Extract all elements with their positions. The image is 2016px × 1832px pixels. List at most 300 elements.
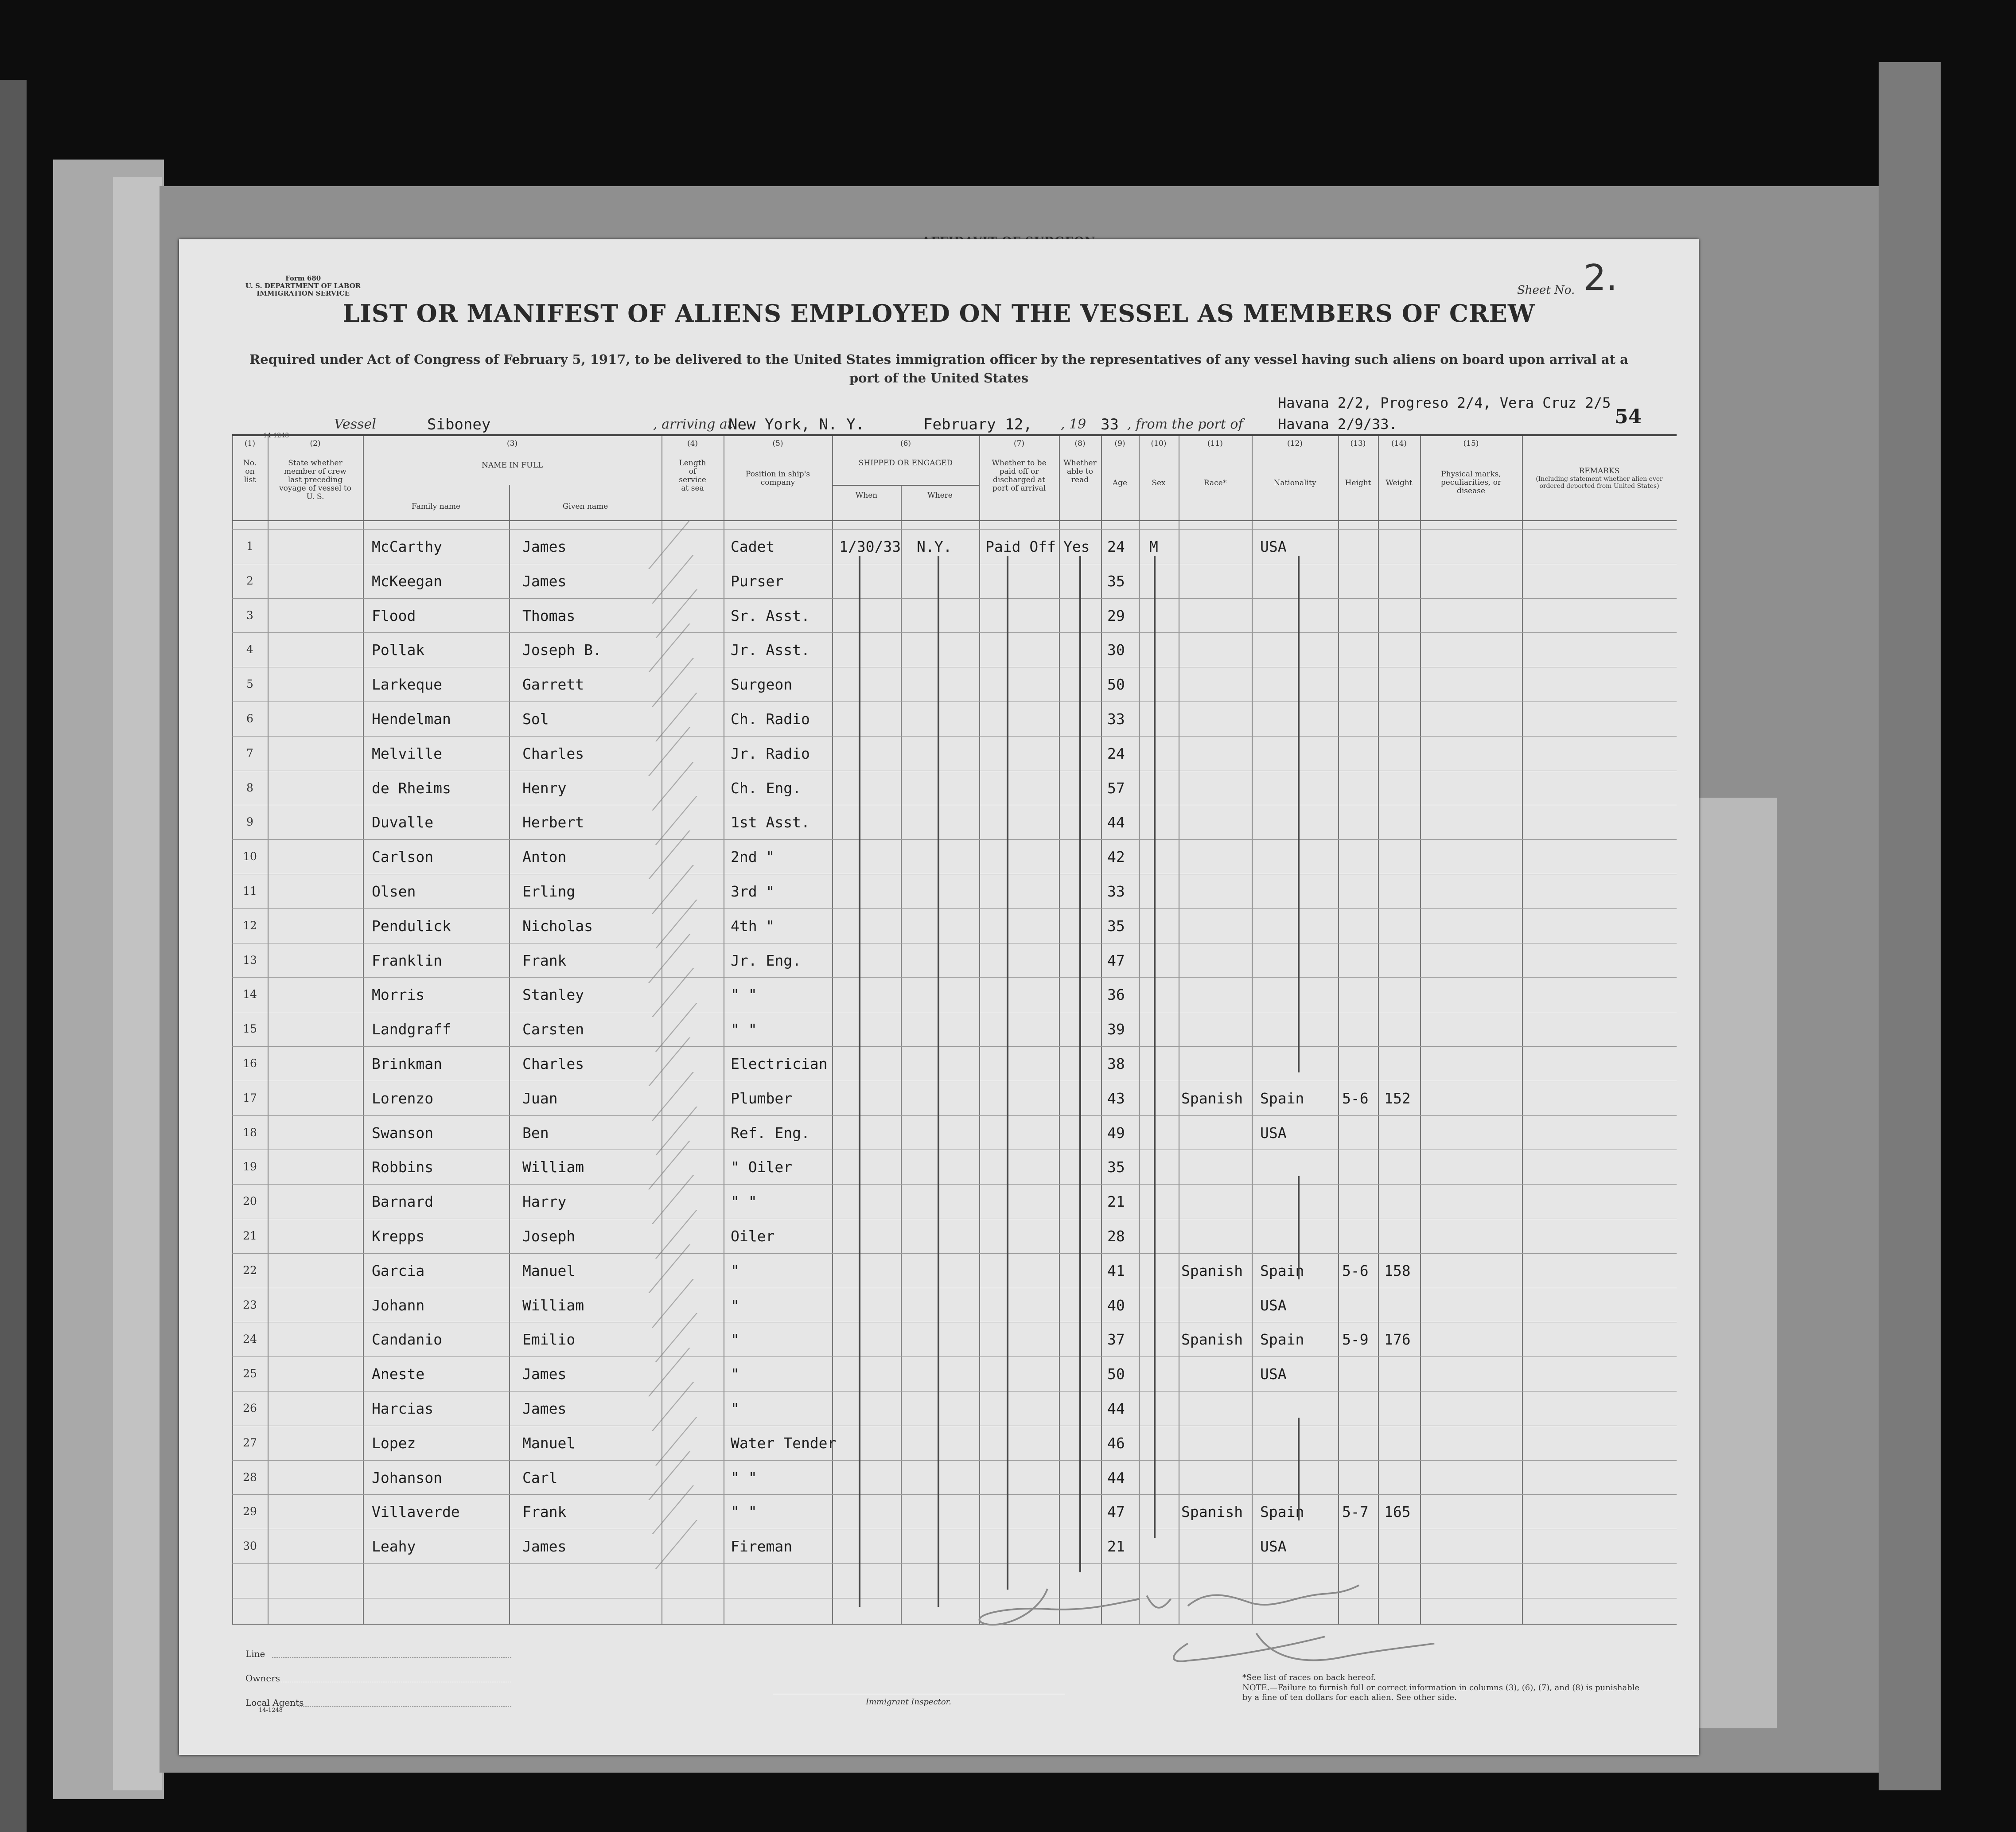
cell-family: Lopez [372,1434,416,1452]
col11-number: (11) [1207,439,1223,448]
page-subtitle: Required under Act of Congress of February 5, 1917, to be delivered to the United States immigration officer by the representatives of any vessel having such aliens on board upon arrival at a port of the United States [249,352,1628,386]
cell-age: 37 [1107,1331,1125,1349]
cell-given: Frank [522,1503,567,1521]
cell-paid: Paid Off [985,538,1056,555]
cell-age: 50 [1107,1365,1125,1383]
cell-family: Franklin [372,951,442,969]
table-column-rule [1252,436,1253,1624]
table-column-rule [1059,436,1060,1624]
cell-age: 35 [1107,572,1125,590]
cell-age: 21 [1107,1538,1125,1555]
col16-label: REMARKS [1579,467,1620,476]
cell-race: Spanish [1181,1331,1243,1349]
col7-header [979,440,1059,493]
cell-family: Flood [372,607,416,624]
arriving-label: , arriving at [653,417,733,432]
header-rule [832,485,979,486]
cell-age: 44 [1107,1469,1125,1486]
row-number: 2 [246,574,253,587]
cell-age: 49 [1107,1124,1125,1142]
cell-given: William [522,1158,584,1176]
cell-read: Yes [1063,538,1090,555]
cell-age: 35 [1107,1158,1125,1176]
cell-given: Erling [522,883,576,900]
cell-given: Herbert [522,814,584,831]
row-number: 12 [243,919,257,932]
col1-number: (1) [244,439,256,448]
col6-header [832,440,979,468]
cell-height: 5-6 [1342,1262,1369,1279]
small-form-code: 14-1248 [263,432,289,439]
cell-age: 50 [1107,676,1125,694]
row-rule [232,1356,1677,1357]
row-rule [232,977,1677,978]
cell-age: 38 [1107,1055,1125,1072]
cell-position: " " [731,1193,757,1211]
cell-family: de Rheims [372,779,451,797]
col6-label: SHIPPED OR ENGAGED [858,459,953,468]
cell-position: " [731,1365,739,1383]
row-number: 25 [243,1367,257,1380]
arriving-port: New York, N. Y. [728,416,865,433]
ditto-stroke [1298,1176,1300,1279]
cell-given: Garrett [522,676,584,694]
cell-age: 57 [1107,779,1125,797]
cell-family: Duvalle [372,814,434,831]
col2-number: (2) [310,439,321,448]
cell-position: Jr. Asst. [731,641,810,659]
row-rule [232,1494,1677,1495]
row-number: 22 [243,1263,257,1277]
page-number: 54 [1615,405,1642,428]
ditto-stroke [1079,556,1081,1572]
col13-label: Height [1345,479,1371,487]
table-column-rule [1139,436,1140,1624]
col8-header [1059,440,1101,484]
cell-family: Lorenzo [372,1089,434,1107]
local-agents-code: 14-1248 [259,1707,283,1714]
from-port-label: , from the port of [1127,417,1243,432]
cell-age: 33 [1107,883,1125,900]
cell-position: Sr. Asst. [731,607,810,624]
cell-given: James [522,1365,567,1383]
cell-position: Purser [731,572,784,590]
cell-given: Joseph [522,1228,576,1245]
table-column-rule [1378,436,1379,1624]
cell-family: Olsen [372,883,416,900]
cell-position: 3rd " [731,883,775,900]
col1-header [232,440,268,484]
row-number: 7 [246,746,253,760]
col4-label: Length of service at sea [679,459,706,493]
cell-given: Nicholas [522,917,593,935]
col14-header [1378,440,1420,487]
cell-weight: 152 [1384,1089,1411,1107]
col15-header [1420,440,1522,495]
col5-label: Position in ship's company [745,470,810,487]
row-number: 16 [243,1057,257,1070]
row-number: 8 [246,781,253,794]
department-name: U. S. DEPARTMENT OF LABOR [245,282,361,290]
ditto-stroke [1154,556,1156,1538]
table-column-rule [901,485,902,1624]
year-suffix: 33 [1101,416,1119,433]
cell-position: Cadet [731,538,775,555]
cell-given: James [522,572,567,590]
row-rule [232,839,1677,840]
cell-family: Landgraff [372,1021,451,1038]
cell-position: " [731,1262,739,1279]
row-number: 9 [246,815,253,829]
cell-position: 1st Asst. [731,814,810,831]
cell-position: Jr. Eng. [731,951,801,969]
row-rule [232,1184,1677,1185]
col13-header [1338,440,1378,487]
col2-header [268,440,363,501]
col2-label: State whether member of crew last preceding voyage of vessel to U. S. [279,459,351,501]
cell-given: Manuel [522,1262,576,1279]
row-number: 4 [246,643,253,656]
cell-age: 41 [1107,1262,1125,1279]
col3-number: (3) [506,439,518,448]
cell-sex: M [1149,538,1158,555]
cell-nationality: USA [1260,1296,1287,1314]
cell-race: Spanish [1181,1089,1243,1107]
row-number: 20 [243,1195,257,1208]
cell-given: James [522,538,567,555]
row-number: 21 [243,1229,257,1242]
row-number: 29 [243,1505,257,1518]
cell-age: 24 [1107,538,1125,555]
table-column-rule [1338,436,1339,1624]
row-rule [232,1253,1677,1254]
header-rule [232,520,1677,521]
col6-where-header: Where [927,491,953,500]
col11-header [1179,440,1252,487]
row-rule [232,1460,1677,1461]
row-number: 30 [243,1540,257,1553]
cell-age: 30 [1107,641,1125,659]
year-prefix: , 19 [1061,417,1086,432]
col10-label: Sex [1152,479,1166,487]
cell-race: Spanish [1181,1262,1243,1279]
cell-age: 40 [1107,1296,1125,1314]
races-note: *See list of races on back hereof. [1242,1673,1376,1682]
row-rule [232,1046,1677,1047]
col9-header [1101,440,1139,487]
col11-label: Race* [1203,479,1227,487]
cell-age: 42 [1107,848,1125,866]
cell-position: 4th " [731,917,775,935]
cell-given: Harry [522,1193,567,1211]
cell-position: Water Tender [731,1434,837,1452]
cell-family: Garcia [372,1262,425,1279]
cell-given: James [522,1538,567,1555]
row-number: 10 [243,850,257,863]
form-identifier [245,275,361,297]
cell-race: Spanish [1181,1503,1243,1521]
cell-given: Carl [522,1469,558,1486]
col14-label: Weight [1386,479,1413,487]
cell-position: " [731,1331,739,1349]
line-field [272,1657,511,1658]
col7-number: (7) [1013,439,1025,448]
col12-label: Nationality [1273,479,1316,487]
col14-number: (14) [1391,439,1407,448]
cell-nationality: Spain [1260,1262,1304,1279]
row-rule [232,598,1677,599]
underlying-sheet-right [1697,798,1777,1728]
cell-nationality: USA [1260,1538,1287,1555]
cell-family: Carlson [372,848,434,866]
sheet-number [1517,257,1618,298]
cell-family: Robbins [372,1158,434,1176]
cell-family: Morris [372,986,425,1004]
cell-position: Ref. Eng. [731,1124,810,1142]
cell-family: Harcias [372,1400,434,1417]
cell-given: Stanley [522,986,584,1004]
cell-when: 1/30/33 [839,538,901,555]
ditto-stroke [1007,556,1008,1590]
col12-header [1252,440,1338,487]
cell-position: " " [731,1469,757,1486]
cell-nationality: USA [1260,1365,1287,1383]
col4-header [662,440,724,493]
cell-given: William [522,1296,584,1314]
cell-given: Charles [522,744,584,762]
service-name: IMMIGRATION SERVICE [257,289,350,297]
cell-family: Villaverde [372,1503,460,1521]
cell-nationality: USA [1260,1124,1287,1142]
col9-label: Age [1112,479,1128,487]
cell-age: 46 [1107,1434,1125,1452]
cell-nationality: Spain [1260,1331,1304,1349]
penalty-note: NOTE.—Failure to furnish full or correct information in columns (3), (6), (7), and (8) is punishable by a fine of ten dollars for each alien. See other side. [1242,1683,1640,1702]
table-column-rule [1420,436,1421,1624]
cell-height: 5-7 [1342,1503,1369,1521]
col8-number: (8) [1074,439,1086,448]
cell-position: Ch. Radio [731,710,810,728]
cell-age: 28 [1107,1228,1125,1245]
cell-nationality: USA [1260,538,1287,555]
left-page-edge-2 [113,177,162,1790]
local-agents-label: Local Agents [245,1697,304,1708]
col16-sublabel: (Including statement whether alien ever ordered deported from United States) [1536,476,1663,490]
row-number: 15 [243,1022,257,1036]
table-column-rule [1101,436,1102,1624]
cell-given: Thomas [522,607,576,624]
ditto-stroke [859,556,860,1607]
cell-given: Joseph B. [522,641,602,659]
table-column-rule [979,436,980,1624]
cell-given: Frank [522,951,567,969]
cell-family: Candanio [372,1331,442,1349]
col10-number: (10) [1151,439,1167,448]
col8-label: Whether able to read [1063,459,1097,484]
cell-weight: 176 [1384,1331,1411,1349]
cell-given: Charles [522,1055,584,1072]
cell-position: Electrician [731,1055,828,1072]
table-column-rule [509,485,510,1624]
row-number: 28 [243,1470,257,1484]
cell-weight: 158 [1384,1262,1411,1279]
row-rule [232,529,1677,530]
cell-given: Anton [522,848,567,866]
col7-label: Whether to be paid off or discharged at port of arrival [992,459,1047,493]
cell-given: Henry [522,779,567,797]
col5-header [724,440,832,487]
manifest-sheet [179,239,1699,1755]
col13-number: (13) [1350,439,1366,448]
from-port-line1: Havana 2/2, Progreso 2/4, Vera Cruz 2/5 [1278,394,1611,411]
row-number: 5 [246,678,253,691]
cell-position: Jr. Radio [731,744,810,762]
row-number: 24 [243,1333,257,1346]
cell-age: 29 [1107,607,1125,624]
cell-position: Fireman [731,1538,793,1555]
vessel-name: Siboney [427,416,491,433]
cell-nationality: Spain [1260,1089,1304,1107]
row-rule [232,1391,1677,1392]
cell-where: N.Y. [917,538,952,555]
cell-position: Ch. Eng. [731,779,801,797]
row-number: 18 [243,1126,257,1139]
cell-age: 47 [1107,951,1125,969]
row-number: 17 [243,1091,257,1104]
ditto-stroke [1298,556,1300,1072]
cell-position: " Oiler [731,1158,793,1176]
right-background-strip [1879,62,1941,1790]
crew-table [232,434,1677,1624]
cell-position: " [731,1296,739,1314]
cell-position: " " [731,1503,757,1521]
cell-given: Sol [522,710,549,728]
cell-family: McKeegan [372,572,442,590]
row-rule [232,908,1677,909]
cell-given: Manuel [522,1434,576,1452]
owners-label: Owners [245,1673,280,1684]
cell-family: Leahy [372,1538,416,1555]
sheet-number-label: Sheet No. [1517,284,1575,297]
row-number: 19 [243,1160,257,1173]
col6-when-header: When [855,491,878,500]
cell-family: Barnard [372,1193,434,1211]
row-number: 23 [243,1298,257,1311]
col12-number: (12) [1287,439,1303,448]
cell-family: Hendelman [372,710,451,728]
row-number: 3 [246,608,253,622]
row-rule [232,632,1677,633]
cell-age: 24 [1107,744,1125,762]
cell-given: Ben [522,1124,549,1142]
row-number: 11 [243,885,257,897]
cell-family: Pollak [372,641,425,659]
arrival-date: February 12, [923,416,1032,433]
table-column-rule [268,436,269,1624]
row-number: 6 [246,712,253,725]
col3-family-header: Family name [411,502,461,511]
cell-age: 43 [1107,1089,1125,1107]
cell-family: Krepps [372,1228,425,1245]
cell-position: " [731,1400,739,1417]
col3-label: NAME IN FULL [481,461,543,470]
cell-family: Aneste [372,1365,425,1383]
ditto-stroke [1298,1418,1300,1520]
cell-position: Oiler [731,1228,775,1245]
col1-label: No. on list [243,459,257,484]
col3-given-header: Given name [562,502,608,511]
col10-header [1139,440,1179,487]
cell-family: Pendulick [372,917,451,935]
cell-family: Johann [372,1296,425,1314]
cell-nationality: Spain [1260,1503,1304,1521]
form-number: Form 680 [285,274,321,282]
table-column-rule [363,436,364,1624]
col15-label: Physical marks, peculiarities, or disease [1440,470,1502,495]
cell-age: 47 [1107,1503,1125,1521]
cell-age: 44 [1107,814,1125,831]
cell-family: Johanson [372,1469,442,1486]
cell-age: 35 [1107,917,1125,935]
cell-age: 44 [1107,1400,1125,1417]
table-column-rule [1522,436,1523,1624]
col6-number: (6) [900,439,911,448]
inspector-signature [948,1560,1551,1693]
cell-position: 2nd " [731,848,775,866]
col5-number: (5) [772,439,783,448]
col3-header [363,440,662,470]
cell-weight: 165 [1384,1503,1411,1521]
cell-given: Carsten [522,1021,584,1038]
left-background-strip [0,80,27,1832]
line-label: Line [245,1649,265,1659]
row-rule [232,736,1677,737]
col4-number: (4) [687,439,698,448]
cell-position: Surgeon [731,676,793,694]
cell-age: 21 [1107,1193,1125,1211]
row-number: 1 [246,540,253,553]
cell-height: 5-9 [1342,1331,1369,1349]
sheet-number-value: 2. [1584,257,1618,298]
vessel-label: Vessel [334,417,376,432]
cell-family: Larkeque [372,676,442,694]
cell-position: Plumber [731,1089,793,1107]
row-rule [232,1115,1677,1116]
page-title: LIST OR MANIFEST OF ALIENS EMPLOYED ON THE VESSEL AS MEMBERS OF CREW [342,299,1535,327]
cell-age: 33 [1107,710,1125,728]
inspector-label: Immigrant Inspector. [866,1697,952,1707]
col15-number: (15) [1463,439,1479,448]
local-agents-field [299,1706,511,1707]
cell-given: Emilio [522,1331,576,1349]
cell-given: Juan [522,1089,558,1107]
row-number: 27 [243,1436,257,1449]
from-port-line2: Havana 2/9/33. [1278,416,1397,433]
cell-age: 39 [1107,1021,1125,1038]
ditto-stroke [938,556,939,1607]
cell-family: Swanson [372,1124,434,1142]
row-number: 13 [243,953,257,967]
cell-family: Melville [372,744,442,762]
cell-age: 36 [1107,986,1125,1004]
row-number: 26 [243,1402,257,1415]
col9-number: (9) [1114,439,1125,448]
col16-header [1522,467,1677,490]
row-number: 14 [243,988,257,1001]
cell-family: Brinkman [372,1055,442,1072]
cell-position: " " [731,1021,757,1038]
cell-position: " " [731,986,757,1004]
